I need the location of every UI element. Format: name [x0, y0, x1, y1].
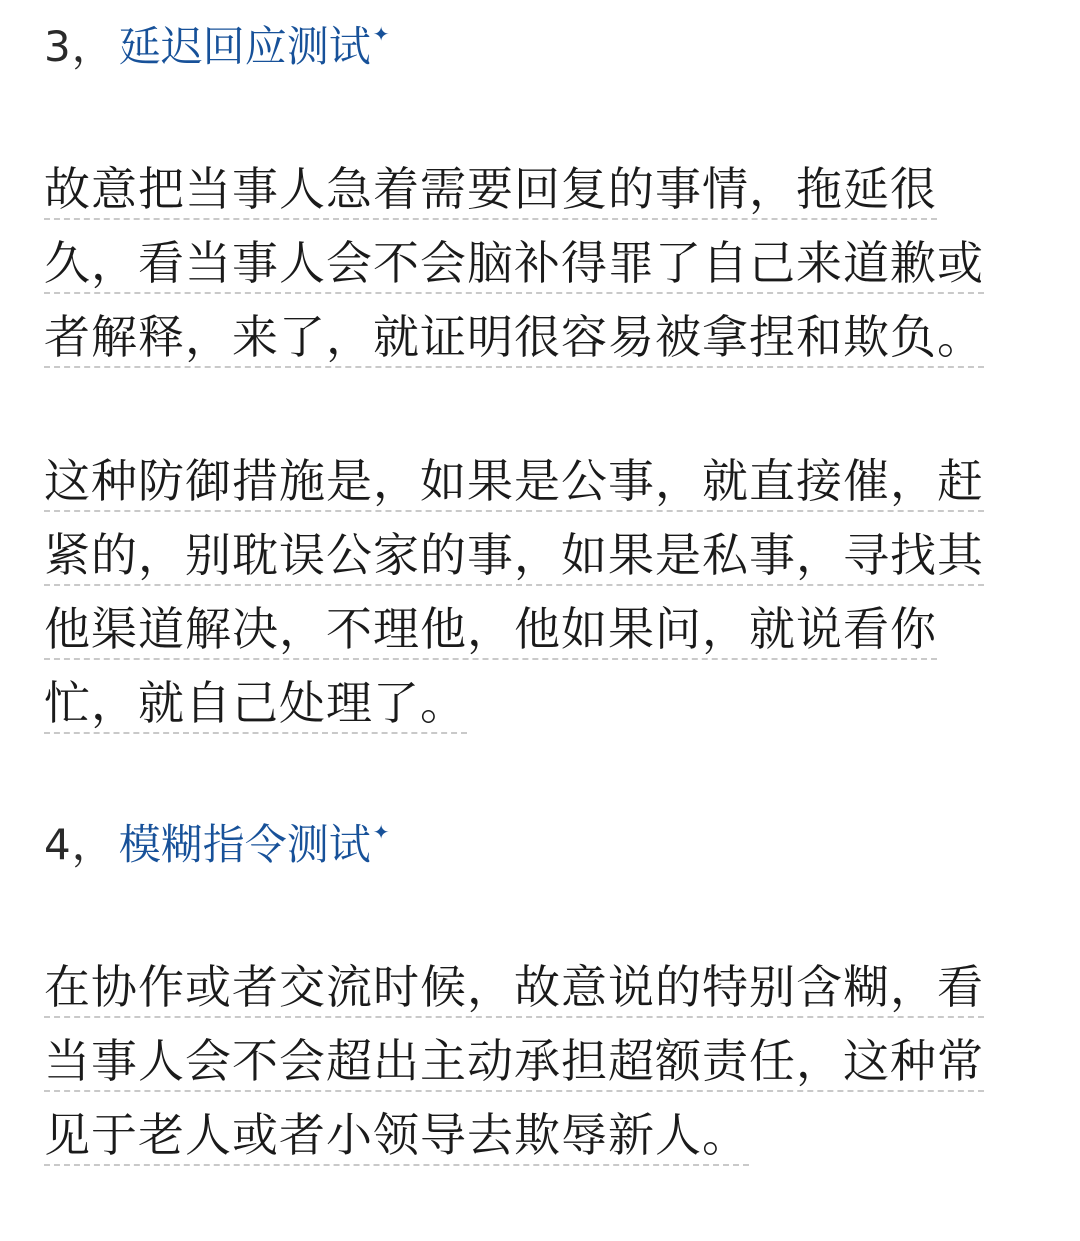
sparkle-icon: ✦ [372, 22, 390, 46]
sparkle-icon: ✦ [372, 820, 390, 844]
paragraph-line-text[interactable]: 在协作或者交流时候，故意说的特别含糊，看 [44, 960, 984, 1018]
paragraph [44, 950, 1044, 1172]
paragraph [44, 444, 1044, 740]
paragraph-line-text[interactable]: 他渠道解决，不理他，他如果问，就说看你 [44, 602, 937, 660]
paragraph-line [44, 226, 1044, 300]
paragraph-line [44, 444, 1044, 518]
paragraph-line [44, 666, 1044, 740]
paragraph [44, 152, 1044, 374]
section-number: 4， [44, 820, 115, 869]
paragraph-line-text[interactable]: 久，看当事人会不会脑补得罪了自己来道歉或 [44, 236, 984, 294]
paragraph-line [44, 300, 1044, 374]
paragraph-line [44, 950, 1044, 1024]
paragraph-line [44, 518, 1044, 592]
paragraph-line-text[interactable]: 紧的，别耽误公家的事，如果是私事，寻找其 [44, 528, 984, 586]
paragraph-line-text[interactable]: 故意把当事人急着需要回复的事情，拖延很 [44, 162, 937, 220]
paragraph-line-text[interactable]: 忙，就自己处理了。 [44, 676, 467, 734]
paragraph-line-text[interactable]: 这种防御措施是，如果是公事，就直接催，赶 [44, 454, 984, 512]
paragraph-line [44, 592, 1044, 666]
section-number: 3， [44, 22, 115, 71]
topic-link-vague-instruction[interactable]: 模糊指令测试 [118, 820, 371, 869]
section-heading-3 [44, 22, 390, 79]
paragraph-line [44, 152, 1044, 226]
paragraph-line-text[interactable]: 见于老人或者小领导去欺辱新人。 [44, 1108, 749, 1166]
section-heading-4 [44, 820, 390, 877]
paragraph-line [44, 1024, 1044, 1098]
paragraph-line-text[interactable]: 当事人会不会超出主动承担超额责任，这种常 [44, 1034, 984, 1092]
paragraph-line [44, 1098, 1044, 1172]
topic-link-delayed-response[interactable]: 延迟回应测试 [118, 22, 371, 71]
paragraph-line-text[interactable]: 者解释，来了，就证明很容易被拿捏和欺负。 [44, 310, 984, 368]
